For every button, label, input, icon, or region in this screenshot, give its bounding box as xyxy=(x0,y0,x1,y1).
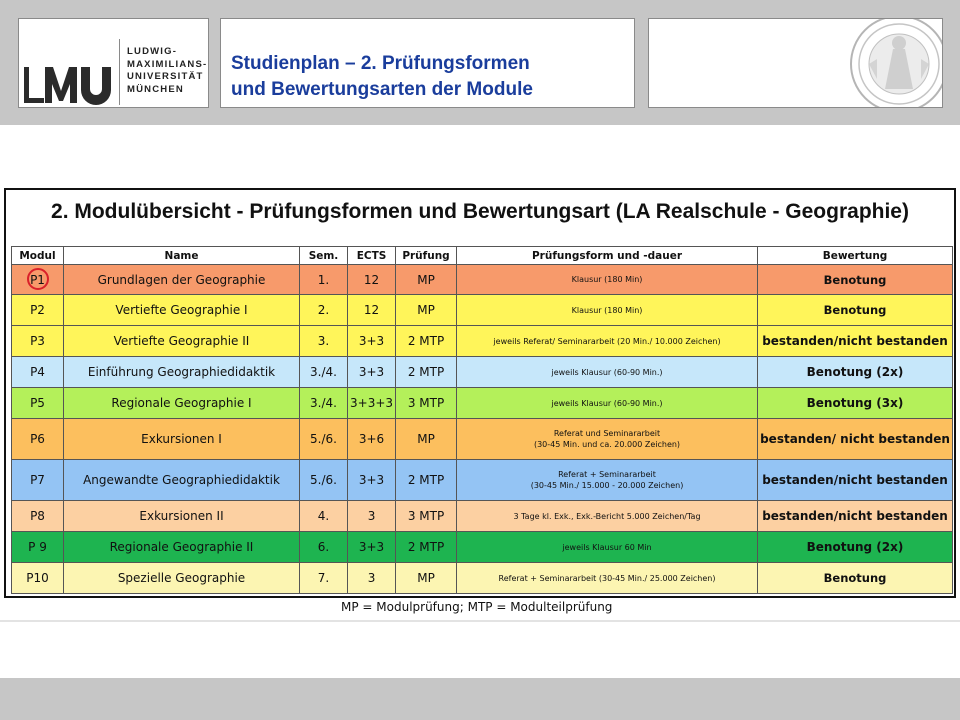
column-header: Prüfung xyxy=(396,247,457,265)
semester-cell: 2. xyxy=(300,295,348,326)
highlight-circle xyxy=(27,268,49,290)
semester-cell: 5./6. xyxy=(300,419,348,460)
ects-cell: 3+6 xyxy=(348,419,396,460)
module-id-text: P10 xyxy=(26,571,49,585)
table-row xyxy=(12,460,953,501)
exam-form-cell xyxy=(457,265,758,295)
table-row xyxy=(12,419,953,460)
slide-title-line: Studienplan – 2. Prüfungsformen xyxy=(231,53,530,74)
logo-line: LUDWIG- xyxy=(127,46,178,57)
semester-cell: 7. xyxy=(300,563,348,594)
module-name-cell: Regionale Geographie II xyxy=(64,532,300,563)
module-id-text: P 9 xyxy=(28,540,47,554)
module-name-cell: Vertiefte Geographie II xyxy=(64,326,300,357)
exam-form-line: Referat + Seminararbeit xyxy=(558,470,656,479)
table-row xyxy=(12,388,953,419)
table-row xyxy=(12,501,953,532)
lmu-logo xyxy=(18,18,209,108)
module-id-cell xyxy=(12,460,64,501)
module-id-cell xyxy=(12,419,64,460)
module-name-cell: Exkursionen I xyxy=(64,419,300,460)
table-row xyxy=(12,563,953,594)
module-name-cell: Einführung Geographiedidaktik xyxy=(64,357,300,388)
grading-cell: Benotung xyxy=(758,563,953,594)
table-title: 2. Modulübersicht - Prüfungsformen und Bewertungsart (LA Realschule - Geographie) xyxy=(51,200,909,223)
module-id-text: P7 xyxy=(30,473,45,487)
module-overview-panel xyxy=(4,188,956,598)
table-row xyxy=(12,295,953,326)
semester-cell: 5./6. xyxy=(300,460,348,501)
exam-form-line: 3 Tage kl. Exk., Exk.-Bericht 5.000 Zeichen/Tag xyxy=(513,511,701,521)
semester-cell: 3./4. xyxy=(300,388,348,419)
module-id-cell xyxy=(12,326,64,357)
grading-cell: bestanden/nicht bestanden xyxy=(758,326,953,357)
footnote: MP = Modulprüfung; MTP = Modulteilprüfung xyxy=(341,600,613,614)
exam-type-cell: MP xyxy=(396,419,457,460)
exam-form-cell xyxy=(457,295,758,326)
module-name-cell: Exkursionen II xyxy=(64,501,300,532)
module-name-cell: Regionale Geographie I xyxy=(64,388,300,419)
table-row xyxy=(12,326,953,357)
module-id-text: P4 xyxy=(30,365,45,379)
module-name-cell: Vertiefte Geographie I xyxy=(64,295,300,326)
exam-type-cell: 2 MTP xyxy=(396,357,457,388)
exam-type-cell: 3 MTP xyxy=(396,501,457,532)
exam-form-cell xyxy=(457,419,758,460)
module-name-cell: Grundlagen der Geographie xyxy=(64,265,300,295)
table-body xyxy=(12,265,953,594)
exam-form-line: Klausur (180 Min) xyxy=(571,305,643,315)
exam-form-line: jeweils Klausur (60-90 Min.) xyxy=(551,367,663,377)
ects-cell: 3 xyxy=(348,563,396,594)
exam-form-line: jeweils Referat/ Seminararbeit (20 Min./ 10.000 Zeichen) xyxy=(493,336,721,346)
module-id-cell xyxy=(12,357,64,388)
column-header: Sem. xyxy=(300,247,348,265)
logo-line: MÜNCHEN xyxy=(127,83,184,95)
module-id-text: P6 xyxy=(30,432,45,446)
exam-type-cell: MP xyxy=(396,563,457,594)
seal-box xyxy=(648,18,943,108)
lmu-logo-text xyxy=(127,46,207,96)
semester-cell: 6. xyxy=(300,532,348,563)
table-header-row xyxy=(12,247,953,265)
divider xyxy=(0,620,960,622)
ects-cell: 3+3+3 xyxy=(348,388,396,419)
exam-form-line: (30-45 Min./ 15.000 - 20.000 Zeichen) xyxy=(530,481,684,490)
semester-cell: 3./4. xyxy=(300,357,348,388)
ects-cell: 3+3 xyxy=(348,460,396,501)
exam-type-cell: 2 MTP xyxy=(396,532,457,563)
logo-line: UNIVERSITÄT xyxy=(127,71,204,82)
grading-cell: Benotung (2x) xyxy=(758,532,953,563)
column-header: ECTS xyxy=(348,247,396,265)
exam-form-line: Klausur (180 Min) xyxy=(571,275,643,284)
module-id-text: P3 xyxy=(30,334,45,348)
grading-cell: Benotung (2x) xyxy=(758,357,953,388)
module-id-text: P1 xyxy=(30,272,45,287)
exam-type-cell: MP xyxy=(396,265,457,295)
exam-form-cell xyxy=(457,532,758,563)
exam-form-line: Referat + Seminararbeit (30-45 Min./ 25.000 Zeichen) xyxy=(498,573,716,583)
exam-type-cell: 3 MTP xyxy=(396,388,457,419)
table-row xyxy=(12,357,953,388)
module-name-cell: Angewandte Geographiedidaktik xyxy=(64,460,300,501)
grading-cell: Benotung xyxy=(758,295,953,326)
column-header: Modul xyxy=(12,247,64,265)
footer-band xyxy=(0,678,960,720)
slide-title xyxy=(231,51,533,103)
exam-form-cell xyxy=(457,501,758,532)
exam-form-cell xyxy=(457,357,758,388)
grading-cell: Benotung xyxy=(758,265,953,295)
column-header: Bewertung xyxy=(758,247,953,265)
ects-cell: 3+3 xyxy=(348,532,396,563)
exam-form-line: (30-45 Min. und ca. 20.000 Zeichen) xyxy=(533,440,681,449)
column-header: Prüfungsform und -dauer xyxy=(457,247,758,265)
module-id-cell xyxy=(12,563,64,594)
ects-cell: 3+3 xyxy=(348,357,396,388)
module-table xyxy=(11,246,953,594)
exam-type-cell: 2 MTP xyxy=(396,326,457,357)
grading-cell: Benotung (3x) xyxy=(758,388,953,419)
module-id-text: P5 xyxy=(30,396,45,410)
module-name-cell: Spezielle Geographie xyxy=(64,563,300,594)
module-id-text: P2 xyxy=(30,303,45,317)
grading-cell: bestanden/nicht bestanden xyxy=(758,460,953,501)
table-row xyxy=(12,265,953,295)
exam-form-cell xyxy=(457,326,758,357)
university-seal-icon xyxy=(649,19,943,108)
exam-form-cell xyxy=(457,460,758,501)
exam-type-cell: 2 MTP xyxy=(396,460,457,501)
module-id-cell xyxy=(12,501,64,532)
column-header: Name xyxy=(64,247,300,265)
exam-form-line: jeweils Klausur (60-90 Min.) xyxy=(551,398,663,408)
module-id-cell xyxy=(12,295,64,326)
exam-form-cell xyxy=(457,563,758,594)
exam-form-line: Referat und Seminararbeit xyxy=(553,429,661,438)
ects-cell: 3+3 xyxy=(348,326,396,357)
ects-cell: 12 xyxy=(348,265,396,295)
module-id-cell xyxy=(12,532,64,563)
module-id-text: P8 xyxy=(30,509,45,523)
exam-form-cell xyxy=(457,388,758,419)
logo-line: MAXIMILIANS- xyxy=(127,58,208,70)
semester-cell: 3. xyxy=(300,326,348,357)
exam-type-cell: MP xyxy=(396,295,457,326)
grading-cell: bestanden/ nicht bestanden xyxy=(758,419,953,460)
semester-cell: 1. xyxy=(300,265,348,295)
module-id-cell xyxy=(12,265,64,295)
table-row xyxy=(12,532,953,563)
slide-title-line: und Bewertungsarten der Module xyxy=(231,79,533,100)
grading-cell: bestanden/nicht bestanden xyxy=(758,501,953,532)
module-id-cell xyxy=(12,388,64,419)
slide-title-box xyxy=(220,18,635,108)
semester-cell: 4. xyxy=(300,501,348,532)
ects-cell: 12 xyxy=(348,295,396,326)
ects-cell: 3 xyxy=(348,501,396,532)
exam-form-line: jeweils Klausur 60 Min xyxy=(562,542,652,552)
